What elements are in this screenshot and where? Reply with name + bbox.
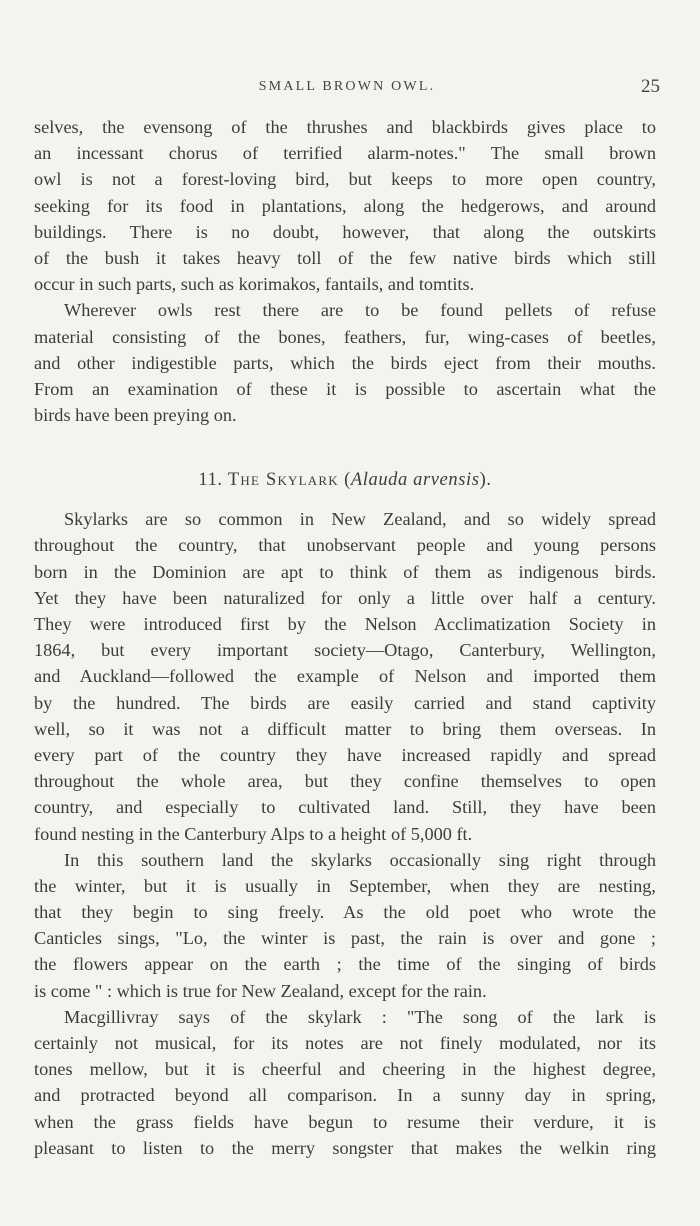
text-line: Yet they have been naturalized for only a little over half a century.: [34, 587, 656, 608]
text-line: of the bush it takes heavy toll of the few native birds which still: [34, 247, 656, 268]
text-line: In this southern land the skylarks occasionally sing right through: [64, 849, 656, 870]
section-heading: [34, 466, 656, 494]
text-line: tones mellow, but it is cheerful and cheering in the highest degree,: [34, 1059, 656, 1080]
text-line: the winter, but it is usually in September, when they are nesting,: [34, 875, 656, 896]
text-line: an incessant chorus of terrified alarm-notes." The small brown: [34, 143, 656, 164]
text-line: every part of the country they have increased rapidly and spread: [34, 744, 656, 765]
paragraph-owl-habits: [34, 114, 656, 297]
heading-close-paren: ).: [479, 470, 492, 491]
paragraph-owl-pellets: [34, 297, 656, 428]
text-line: and protracted beyond all comparison. In a sunny day in spring,: [34, 1085, 656, 1106]
text-line: From an examination of these it is possible to ascertain what the: [34, 378, 656, 399]
text-line: material consisting of the bones, feathers, fur, wing-cases of beetles,: [34, 326, 656, 347]
text-line: birds have been preying on.: [34, 405, 237, 426]
text-line: throughout the country, that unobservant people and young persons: [34, 535, 656, 556]
running-head: [34, 76, 660, 100]
text-line: by the hundred. The birds are easily carried and stand captivity: [34, 692, 656, 713]
text-line: when the grass fields have begun to resume their verdure, it is: [34, 1111, 656, 1132]
text-line: selves, the evensong of the thrushes and blackbirds gives place to: [34, 117, 656, 137]
text-line: is come " : which is true for New Zealand, except for the rain.: [34, 980, 487, 1001]
latin-name: Alauda arvensis: [350, 470, 480, 491]
paragraph-macgillivray-quote: [34, 1004, 656, 1161]
paragraph-skylark-introduction: [34, 506, 656, 846]
text-line: Wherever owls rest there are to be found pellets of refuse: [64, 300, 656, 321]
text-line: buildings. There is no doubt, however, that along the outskirts: [34, 221, 656, 242]
section-title: The Skylark: [227, 470, 339, 491]
text-line: country, and especially to cultivated land. Still, they have been: [34, 797, 656, 818]
text-line: owl is not a forest-loving bird, but keeps to more open country,: [34, 169, 656, 190]
text-line: pleasant to listen to the merry songster that makes the welkin ring: [34, 1137, 656, 1158]
text-line: They were introduced first by the Nelson Acclimatization Society in: [34, 614, 656, 634]
text-line: born in the Dominion are apt to think of them as indigenous birds.: [34, 561, 656, 582]
text-line: throughout the whole area, but they confine themselves to open: [34, 771, 656, 792]
paragraph-skylark-song-season: [34, 847, 656, 1004]
text-line: and Auckland—followed the example of Nelson and imported them: [34, 666, 656, 687]
text-line: 1864, but every important society—Otago, Canterbury, Wellington,: [34, 640, 656, 661]
text-line: found nesting in the Canterbury Alps to a height of 5,000 ft.: [34, 823, 473, 844]
page-number: 25: [641, 76, 660, 97]
text-line: Skylarks are so common in New Zealand, and so widely spread: [64, 509, 656, 530]
running-title: SMALL BROWN OWL.: [258, 79, 436, 94]
text-line: occur in such parts, such as korimakos, fantails, and tomtits.: [34, 274, 475, 295]
body-text: [34, 114, 656, 1161]
section-spacer: [34, 428, 656, 466]
text-line: seeking for its food in plantations, along the hedgerows, and around: [34, 195, 656, 216]
text-line: that they begin to sing freely. As the old poet who wrote the: [34, 902, 656, 923]
text-line: and other indigestible parts, which the birds eject from their mouths.: [34, 352, 656, 373]
section-number: 11.: [198, 470, 223, 491]
text-line: Canticles sings, "Lo, the winter is past, the rain is over and gone ;: [34, 928, 656, 949]
heading-open-paren: (: [344, 470, 351, 491]
text-line: well, so it was not a difficult matter to bring them overseas. In: [34, 718, 656, 739]
text-line: the flowers appear on the earth ; the time of the singing of birds: [34, 954, 656, 975]
text-line: certainly not musical, for its notes are not finely modulated, nor its: [34, 1033, 656, 1053]
text-line: Macgillivray says of the skylark : "The song of the lark is: [64, 1006, 656, 1027]
